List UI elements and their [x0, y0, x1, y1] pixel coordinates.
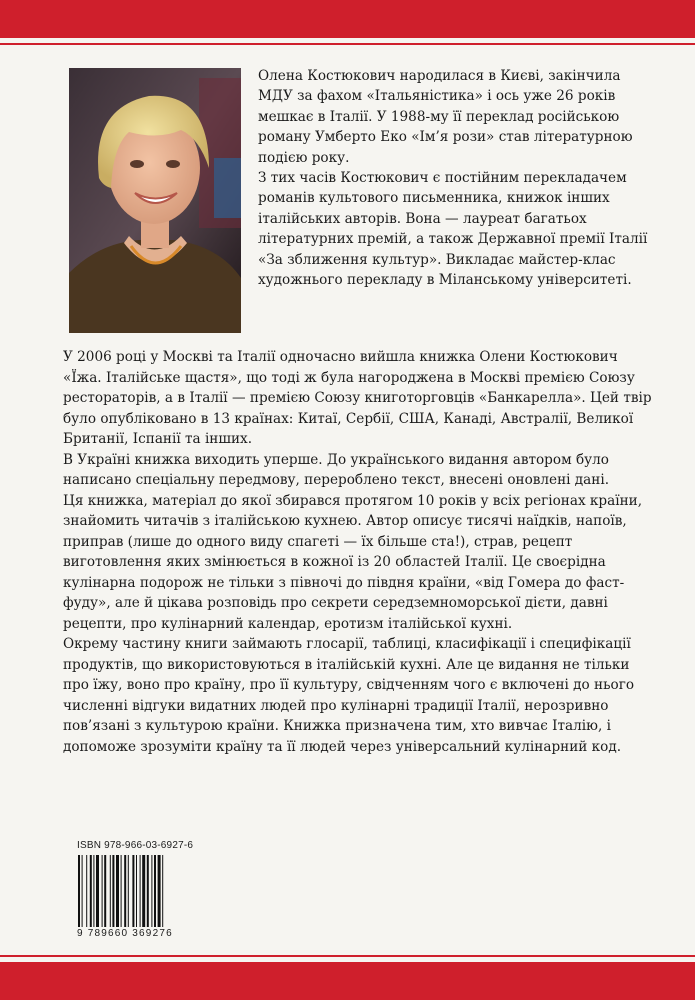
bio-paragraph: З тих часів Костюкович є постійним перекладачем романів культового письменника, книжок інших італійських авторів. Вона — лауреат багатьох літературних премій, а також Державної премії Італії «За зближення культур». Викладає майстер-клас художнього перекладу в Міланському університеті.: [258, 170, 648, 289]
top-red-rule: [0, 43, 695, 45]
isbn-label: ISBN 978-966-03-6927-6: [77, 840, 194, 851]
description-paragraph: Ця книжка, матеріал до якої збирався протягом 10 років у всіх регіонах країни, знайомить читачів з італійською кухнею. Автор описує тисячі наїдків, напоїв, приправ (лише до одного виду спагеті — їх більше ста!), страв, рецепт виготовлення яких змінюється в кожної із 20 областей Італії. Це своєрідна кулінарна подорож не тільки з півночі до півдня країни, «від Гомера до фаст-фуду», але й цікава розповідь про секрети середземноморської дієти, давні рецепти, про кулінарний календар, еротизм італійської кухні.: [63, 492, 643, 632]
author-photo: [69, 68, 241, 333]
author-portrait-icon: [69, 68, 241, 333]
bottom-red-band: [0, 962, 695, 1000]
book-description: [63, 347, 658, 757]
barcode-number: 9 789660 369276: [77, 928, 173, 939]
bottom-red-rule: [0, 955, 695, 957]
description-paragraph: Окрему частину книги займають глосарії, таблиці, класифікації і специфікації продуктів, що використовуються в італійській кухні. Але це видання не тільки про їжу, воно про країну, про її культуру, свідченням чого є включені до нього численні відгуки видатних людей про кулінарні традиції Італії, нерозривно пов’язані з культурою країни. Книжка призначена тим, хто вивчає Італію, і допоможе зрозуміти країну та її людей через універсальний кулінарний код.: [63, 636, 635, 755]
description-paragraph: У 2006 році у Москві та Італії одночасно вийшла книжка Олени Костюкович «Їжа. Італійське щастя», що тоді ж була нагороджена в Москві премією Союзу рестораторів, а в Італії — премією Союзу книготорговців «Банкарелла». Цей твір було опубліковано в 13 країнах: Китаї, Сербії, США, Канаді, Австралії, Великої Британії, Іспанії та інших.: [63, 349, 652, 447]
author-bio: [258, 66, 658, 290]
bio-paragraph: Олена Костюкович народилася в Києві, закінчила МДУ за фахом «Італьяністика» і ось уже 26 років мешкає в Італії. У 1988-му її переклад російською роману Умберто Еко «Ім’я рози» став літературною подією року.: [258, 68, 633, 166]
description-paragraph: В Україні книжка виходить уперше. До українського видання автором було написано спеціальну передмову, перероблено текст, внесені оновлені дані.: [63, 451, 610, 488]
barcode-icon: [77, 855, 199, 927]
top-red-band: [0, 0, 695, 38]
